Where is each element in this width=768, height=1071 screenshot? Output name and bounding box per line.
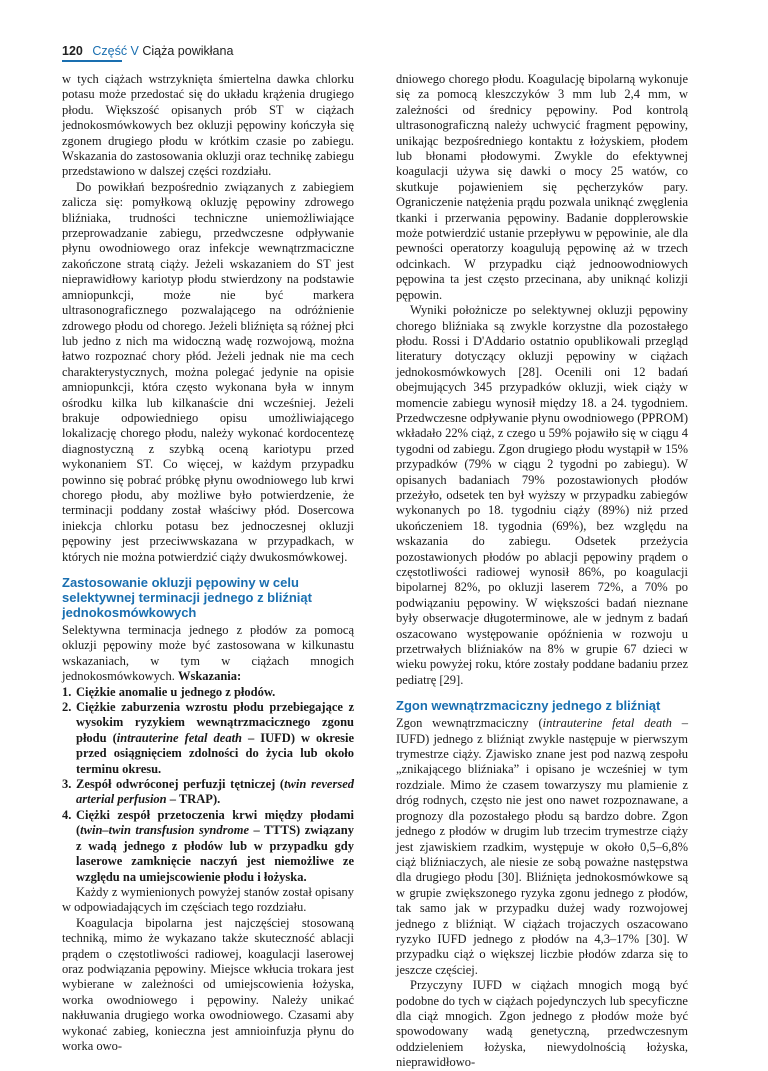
paragraph: Przyczyny IUFD w ciążach mnogich mogą być podobne do tych w ciążach pojedynczych lub specyficzne dla ciąż mnogich. Zgon jednego z płodów może być spowodowany wadą genetyczną, przedwczesnym oddzieleniem łożyska, niewydolnością łożyska, nieprawidłowo- [396,978,688,1070]
list-item [62,685,354,700]
list-text: Ciężkie zaburzenia wzrostu płodu przebiegające z wysokim ryzykiem wewnątrzmacicznego zgonu płodu ( [76,700,354,745]
part-label: Część V [92,44,139,58]
list-item [62,777,354,808]
header-rule [62,60,122,62]
paragraph: Wyniki położnicze po selektywnej okluzji pępowiny chorego bliźniaka są zwykle korzystne dla pozostałego płodu. Rossi i D'Addario ostatnio opublikowali przegląd literatury dotyczący okluzji pępowiny w ciążach jednokosmówkowych [28]. Ocenili oni 12 badań obejmujących 345 przypadków okluzji, wiek ciąży w momencie zabiegu wynosił między 18. a 24. tygodniem. Przedwczesne odpływanie płynu owodniowego (PPROM) wkładało 22% ciąż, z czego u 59% pojawiło się w ciągu 4 tygodni od zabiegu. Zgon drugiego płodu wystąpił w 15% przypadków (79% w ciągu 2 tygodni po zabiegu). W opisanych badaniach 79% pozostawionych płodów przeżyło, odsetek ten był wyższy w przypadku zabiegów wykonanych po 18. tygodniu ciąży (89%) niż przed ukończeniem 18. tygodnia (69%), bez względu na wskazania do zabiegu. Odsetek przeżycia pozostawionych płodów po ablacji pępowiny prądem o częstotliwości radiowej wynosił 86%, po koagulacji bipolarnej 82%, po okluzji laserem 72%, a 70% po podwiązaniu pępowiny. W większości badań nieznane były obserwacje długoterminowe, ale w jednym z badań oszacowano występowanie opóźnienia w rozwoju u przetrwałych bliźniaków na 8% w grupie 67 dzieci w wieku powyżej roku, które zostały poddane badaniu przez pediatrę [29]. [396,303,688,687]
list-text: Zespół odwróconej perfuzji tętniczej ( [76,777,285,792]
running-head [62,44,233,58]
list-number: 1. [62,684,72,699]
list-number: 4. [62,807,72,822]
list-text: – IUFD) w okresie przed osiągnięciem zdolności do życia lub około terminu okresu. [76,730,355,776]
list-number: 2. [62,700,72,715]
list-text: – TRAP). [166,792,221,807]
page-number: 120 [62,44,83,58]
section-heading: Zgon wewnątrzmaciczny jednego z bliźniąt [396,698,661,714]
paragraph [62,623,354,685]
list-term: twin–twin transfusion syndrome [80,823,249,838]
paragraph: Każdy z wymienionych powyżej stanów został opisany w odpowiadających im częściach tego rozdziału. [62,884,354,915]
list-text: Ciężki zespół przetoczenia krwi między płodami ( [76,807,354,838]
list-text: Ciężkie anomalie u jednego z płodów. [76,684,276,699]
paragraph: Do powikłań bezpośrednio związanych z zabiegiem zalicza się: pomyłkową okluzję pępowiny zdrowego bliźniaka, trudności techniczne uniemożliwiające przeprowadzanie zabiegu, przedwczesne odpływanie płynu owodniowego oraz infekcje wewnątrzmaciczne zakończone stratą ciąży. Jeżeli wskazaniem do ST jest nieprawidłowy kariotyp płodu stwierdzony na podstawie amniopunkcji, może nie być markera ultrasonograficznego pozwalającego na odróżnienie zdrowego płodu od chorego. Jeżeli bliźnięta są różnej płci lub jedno z nich ma widoczną wadę rozwojową, można łatwo rozpoznać chory płód. Jeżeli jednak nie ma cech charakterystycznych, można polegać jedynie na opisie amniopunkcji, która często wykonana była w innym ośrodku kilka lub kilkanaście dni wcześniej. Jeżeli brakuje odpowiedniego opisu umożliwiającego lokalizację chorego płodu, należy wykonać kordocentezę diagnostyczną z szybką oceną kariotypu przed wykonaniem ST. Co więcej, w każdym przypadku powinno się pobrać próbkę płynu owodniowego lub krwi chorego płodu, aby możliwe było potwierdzenie, że terminacji poddany został właściwy płód. Dosercowa iniekcja chlorku potasu bez jednoczesnej okluzji pępowiny jest przeciwwskazana w przypadkach, w których nie można potwierdzić ciąży dwukosmówkowej. [62,179,354,564]
indications-list [62,685,354,885]
list-item [62,700,354,777]
section-heading: Zastosowanie okluzji pępowiny w celu selektywnej terminacji jednego z bliźniąt jednokosmówkowych [62,575,312,620]
list-term: twin reversed arterial perfusion [76,777,354,807]
left-column [62,72,354,1054]
paragraph: dniowego chorego płodu. Koagulację bipolarną wykonuje się za pomocą kleszczyków 3 mm lub 2,4 mm, w zależności od średnicy pępowiny. Pod kontrolą ultrasonograficzną należy uchwycić fragment pępowiny, unikając bezpośredniego kontaktu z łożyskiem, płodem lub błonami płodowymi. Zwykle do efektywnej koagulacji używa się dawki o mocy 25 watów, co skutkuje pojawieniem się pęcherzyków pary. Ograniczenie natężenia prądu pozwala uniknąć zwęglenia tkanki i przerwania pępowiny. Badanie dopplerowskie może potwierdzić ustanie przepływu w pępowinie, ale dla pewności operatorzy koagulują pępowinę aż w trzech odcinkach. W przypadku ciąż jednoowodniowych pępowina ta jest często przecinana, aby uniknąć kolizji pępowin. [396,72,688,302]
paragraph: w tych ciążach wstrzyknięta śmiertelna dawka chlorku potasu może przedostać się do układu krążenia drugiego płodu. Większość opisanych prób ST w ciążach jednokosmówkowych bez okluzji pępowiny kończyła się zgonem drugiego płodu w krótkim czasie po zabiegu. Wskazania do zastosowania okluzji oraz technikę zabiegu przedstawiono w dalszej części rozdziału. [62,72,354,179]
indications-label: Wskazania: [177,669,242,684]
right-column [396,72,688,1071]
paragraph [396,716,688,978]
list-number: 3. [62,777,72,792]
list-text: – TTTS) związany z wadą jednego z płodów lub w przypadku gdy laserowe zamknięcie naczyń jest niemożliwe ze względu na umiejscowienie płodu i łożyska. [76,823,355,884]
list-item [62,808,354,885]
paragraph-text: Zgon wewnątrzmaciczny ( [396,716,543,731]
paragraph-text: Selektywna terminacja jednego z płodów za pomocą okluzji pępowiny może być zastosowana w kilkunastu wskazaniach, w tym w ciążach mnogich jednokosmówkowych. [62,623,354,684]
paragraph: Koagulacja bipolarna jest najczęściej stosowaną techniką, mimo że wykazano także skuteczność ablacji prądem o częstotliwości radiowej, koagulacji laserowej oraz podwiązania pępowiny. Miejsce wkłucia trokara jest wybierane w zależności od umiejscowienia łożyska, worka owodniowego i pępowiny. Należy unikać nakłuwania drugiego worka owodniowego. Czasami aby wykonać zabieg, konieczna jest amnioinfuzja płynu do worka owo- [62,915,354,1053]
paragraph-term: intrauterine fetal death [542,716,672,731]
list-term: intrauterine fetal death [116,730,242,745]
paragraph-text: – IUFD) jednego z bliźniąt zwykle następuje w pierwszym trymestrze ciąży. Zjawisko znane jest pod nazwą zespołu „znikającego bliźniaka” i opisano je wcześniej w tym rozdziale. Mimo że czasem towarzyszy mu plamienie z dróg rodnych, często nie jest ono nawet rozpoznawane, a prognozy dla pozostałego płodu są bardzo dobre. Zgon jednego z płodów w drugim lub trzecim trymestrze ciąży jest zjawiskiem rzadkim, występuje w około 0,5–6,8% ciąż bliźniaczych, ale niesie ze sobą poważne następstwa dla drugiego płodu [30]. Bliźnięta jednokosmówkowe są w grupie zwiększonego ryzyka zgonu jednego z płodów, tak samo jak w przypadku dużej wady rozwojowej jednego z bliźniąt. W ciążach trojaczych oszacowano ryzyko IUFD jednego z płodów na 4,3–17% [30]. W przypadku ciąż o większej liczbie płodów zdarza się to jeszcze częściej. [396,716,688,977]
chapter-title: Ciąża powikłana [142,44,234,58]
